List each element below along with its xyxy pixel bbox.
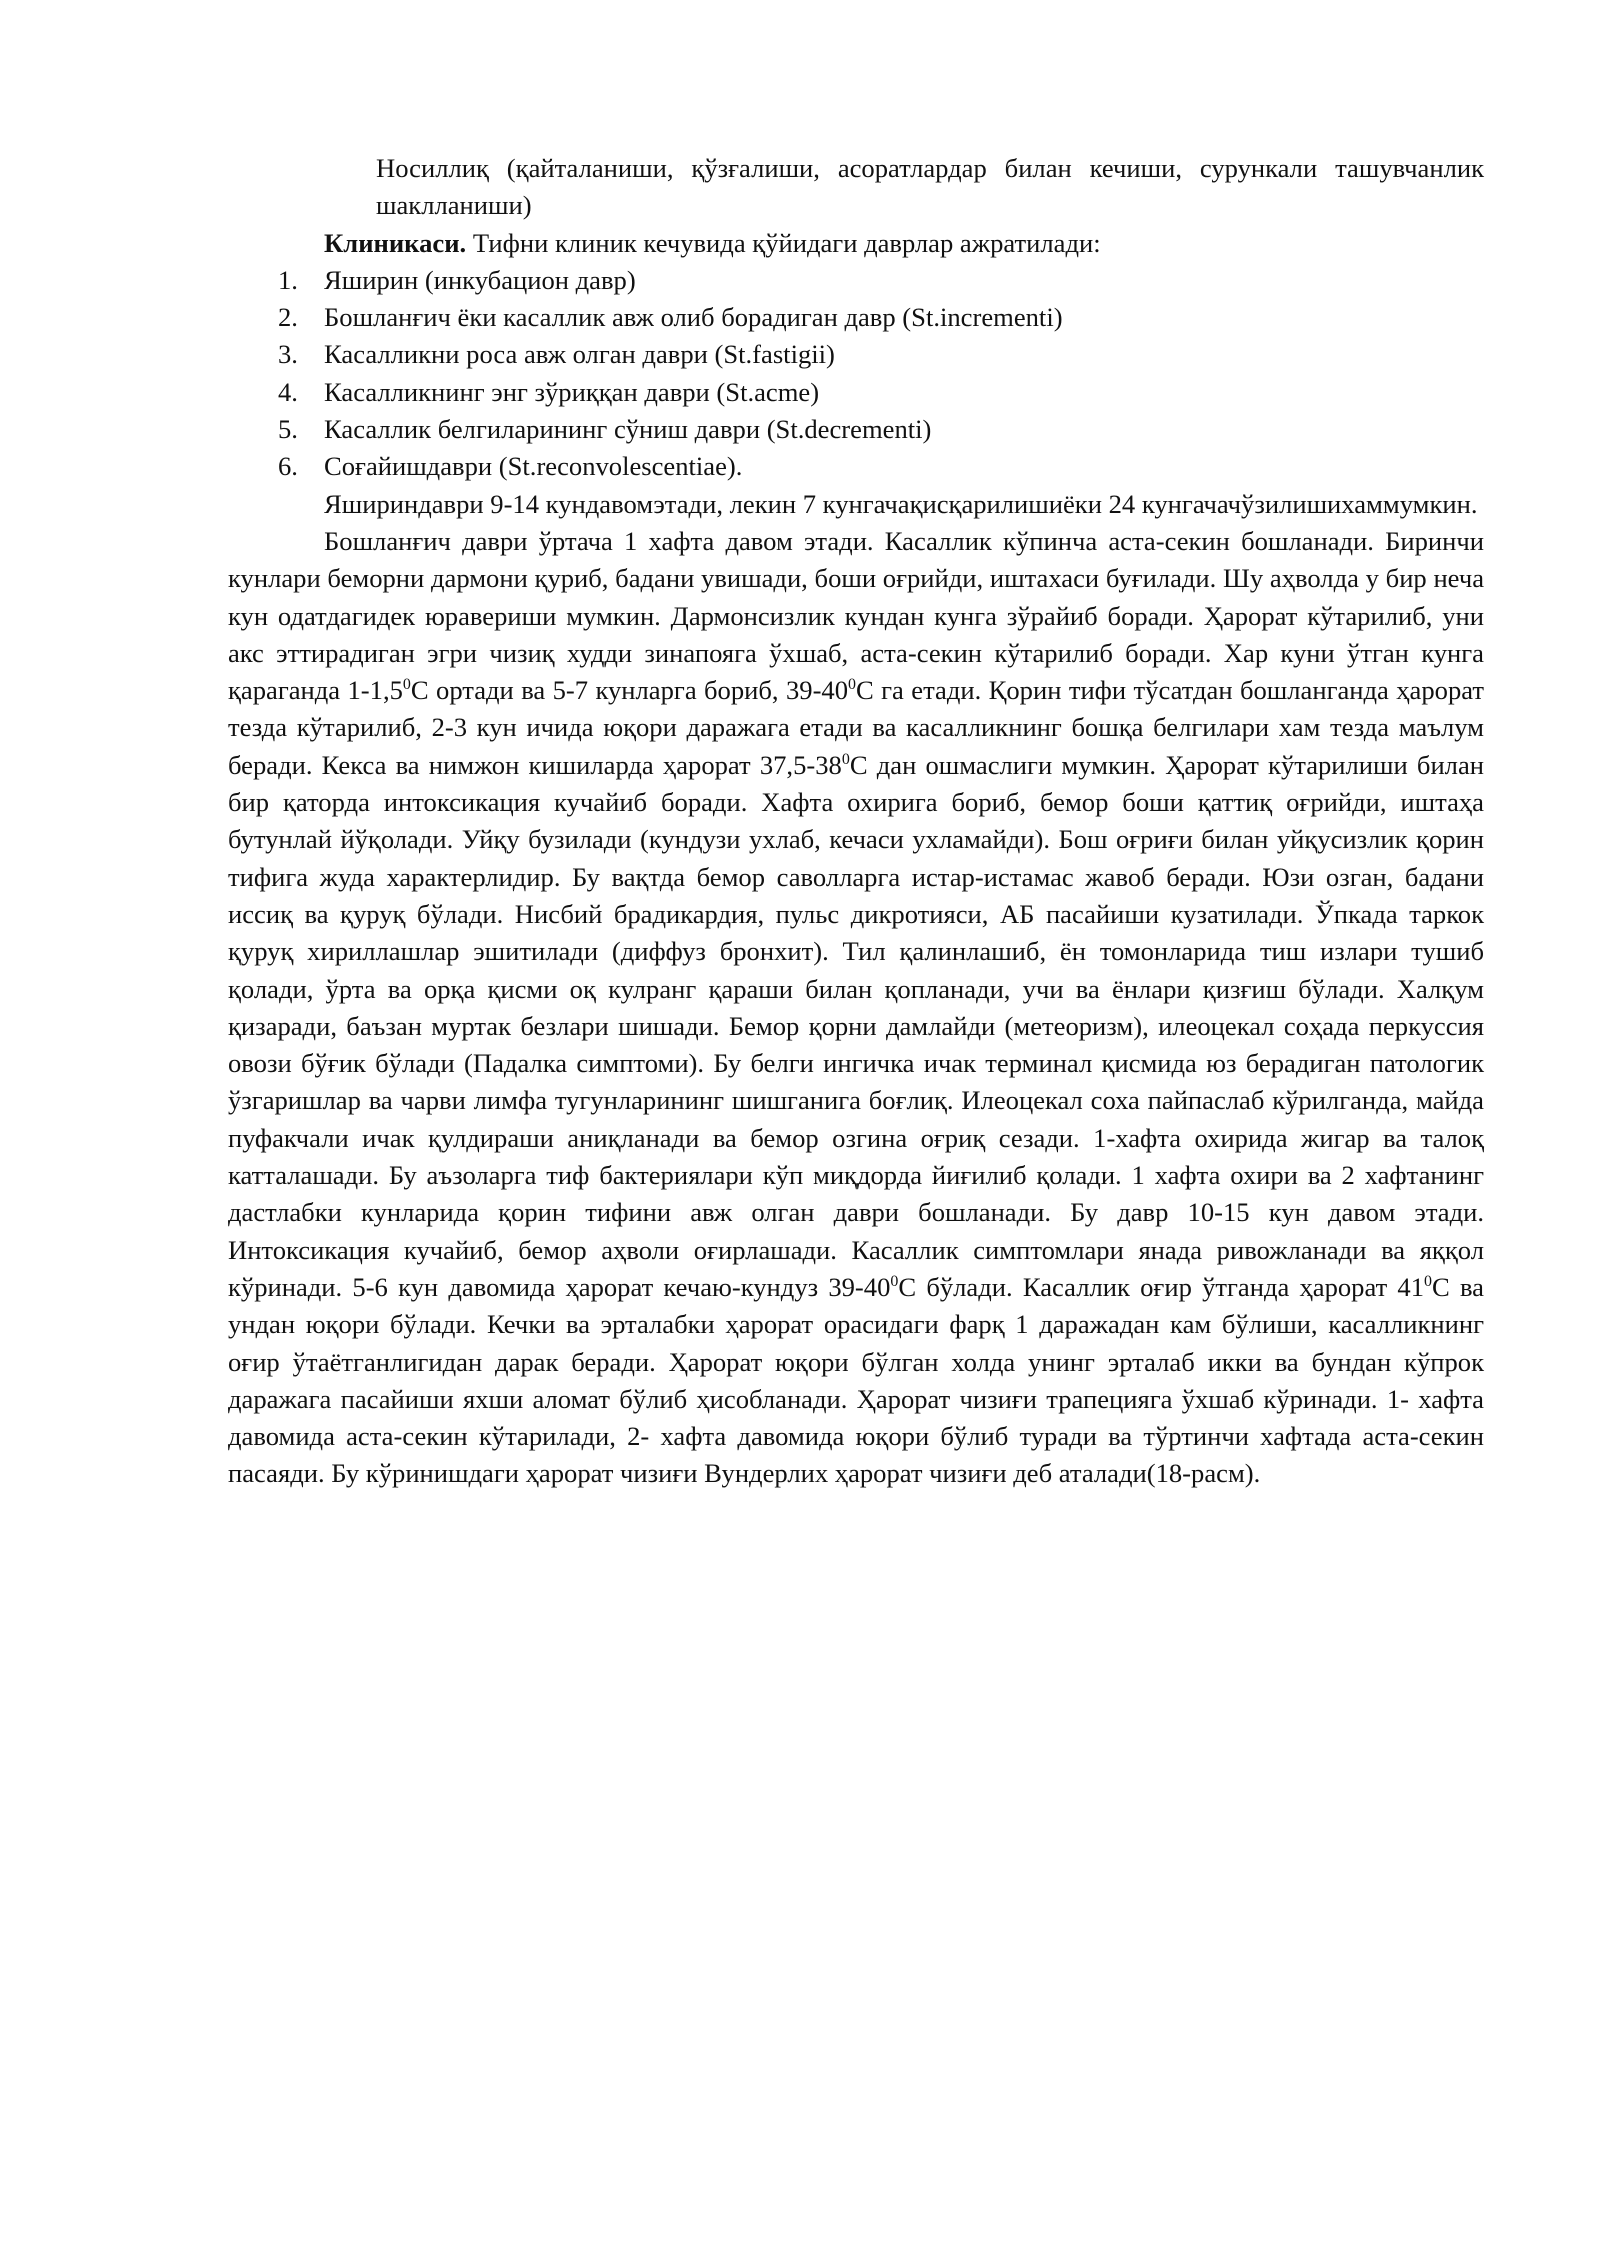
list-item-number: 3.: [278, 339, 298, 370]
list-item: [278, 336, 1484, 373]
main-text-part: С га етади. Қорин тифи тўсатдан бошланганда ҳарорат тезда кўтарилиб, 2-3 кун ичида юқори даражага етади ва касалликнинг бошқа белгилари хам тезда маълум беради. Кекса ва нимжон кишиларда ҳарорат 37,5-38: [228, 675, 1484, 780]
incubation-paragraph: Яшириндаври 9-14 кундавомэтади, лекин 7 кунгачақисқарилишиёки 24 кунгачачўзилишихаммумкин.: [324, 488, 1478, 519]
list-item-label: Яширин (инкубацион давр): [324, 264, 636, 295]
main-text-part: Бошланғич даври ўртача 1 хафта давом этади. Касаллик кўпинча аста-секин бошланади. Биринчи кунлари беморни дармони қуриб, бадани увишади, боши оғрийди, иштахаси буғилади. Шу аҳволда у бир неча кун одатдагидек юравериши мумкин. Дармонсизлик кундан кунга зўрайиб боради. Ҳарорат кўтарилиб, уни акс эттирадиган эгри чизиқ худди зинапояга ўхшаб, аста-секин кўтарилиб боради. Хар куни ўтган кунга қараганда 1-1,5: [228, 525, 1484, 706]
list-item-label: Бошланғич ёки касаллик авж олиб борадиган давр (St.incrementi): [324, 302, 1063, 333]
degree-superscript: 0: [848, 676, 856, 694]
list-item: [278, 448, 1484, 485]
intro-paragraph: Носиллиқ (қайталаниши, қўзғалиши, асоратлардар билан кечиши, сурункали ташувчанлик шаклланиши): [376, 153, 1484, 221]
list-item-number: 5.: [278, 414, 298, 445]
stages-list: [228, 262, 1484, 486]
list-item-label: Касалликнинг энг зўриққан даври (St.acme): [324, 376, 820, 407]
list-item-label: Касаллик белгиларининг сўниш даври (St.decrementi): [324, 414, 932, 445]
main-text-part: С ва ундан юқори бўлади. Кечки ва эрталабки ҳарорат орасидаги фарқ 1 даражадан кам бўлиши, касалликнинг оғир ўтаётганлигидан дарак беради. Ҳарорат юқори бўлган холда унинг эрталаб икки ва бундан кўпрок даражага пасайиши яхши аломат бўлиб ҳисобланади. Ҳарорат чизиғи трапецияга ўхшаб кўринади. 1- хафта давомида аста-секин кўтарилади, 2- хафта давомида юқори бўлиб туради ва тўртинчи хафтада аста-секин пасаяди. Бу кўринишдаги ҳарорат чизиғи Вундерлих ҳарорат чизиғи деб аталади(18-расм).: [228, 1271, 1484, 1489]
list-item-label: Соғайишдаври (St.reconvolescentiae).: [324, 451, 743, 482]
clinic-heading: Клиникаси.: [324, 227, 467, 258]
main-text-part: С дан ошмаслиги мумкин. Ҳарорат кўтарилиши билан бир қаторда интоксикация кучайиб боради. Хафта охирига бориб, бемор боши қаттиқ оғрийди, иштаҳа бутунлай йўқолади. Уйқу бузилади (кундузи ухлаб, кечаси ухламайди). Бош оғриғи билан уйқусизлик қорин тифига жуда характерлидир. Бу вақтда бемор саволларга истар-истамас жавоб беради. Юзи озган, бадани иссиқ ва қуруқ бўлади. Нисбий брадикардия, пульс дикротияси, АБ пасайиши кузатилади. Ўпкада таркок қуруқ хириллашлар эшитилади (диффуз бронхит). Тил қалинлашиб, ён томонларида тиш излари тушиб қолади, ўрта ва орқа қисми оқ кулранг қараши билан қопланади, учи ва ёнлари қизғиш бўлади. Халқум қизаради, баъзан муртак безлари шишади. Бемор қорни дамлайди (метеоризм), илеоцекал соҳада перкуссия овози бўғик бўлади (Падалка симптоми). Бу белги ингичка ичак терминал қисмида юз берадиган патологик ўзгаришлар ва чарви лимфа тугунларининг шишганига боғлиқ. Илеоцекал соха пайпаслаб кўрилганда, майда пуфакчали ичак қулдираши аниқланади ва бемор озгина оғриқ сезади. 1-хафта охирида жигар ва талоқ катталашади. Бу аъзоларга тиф бактериялари кўп миқдорда йиғилиб қолади. 1 хафта охири ва 2 хафтанинг дастлабки кунларида қорин тифини авж олган даври бошланади. Бу давр 10-15 кун давом этади. Интоксикация кучайиб, бемор аҳволи оғирлашади. Касаллик симптомлари янада ривожланади ва яққол кўринади. 5-6 кун давомида ҳарорат кечаю-кундуз 39-40: [228, 749, 1484, 1302]
degree-superscript: 0: [890, 1273, 899, 1291]
list-item: [278, 374, 1484, 411]
main-text-part: С бўлади. Касаллик оғир ўтганда ҳарорат 41: [898, 1271, 1425, 1302]
document-page: [228, 150, 1484, 1493]
main-text-part: С ортади ва 5-7 кунларга бориб, 39-40: [410, 675, 849, 706]
degree-superscript: 0: [841, 750, 850, 768]
list-item-label: Касалликни роса авж олган даври (St.fastigii): [324, 339, 835, 370]
list-item: [278, 262, 1484, 299]
list-item-number: 4.: [278, 376, 298, 407]
list-item: [278, 299, 1484, 336]
degree-superscript: 0: [402, 676, 411, 694]
main-paragraph: [228, 523, 1484, 1493]
clinic-heading-paragraph: [228, 225, 1484, 262]
clinic-heading-text: Тифни клиник кечувида қўйидаги даврлар ажратилади:: [466, 227, 1101, 258]
degree-superscript: 0: [1424, 1273, 1433, 1291]
list-item: [278, 411, 1484, 448]
list-item-number: 6.: [278, 451, 298, 482]
list-item-number: 1.: [278, 264, 298, 295]
list-item-number: 2.: [278, 302, 298, 333]
